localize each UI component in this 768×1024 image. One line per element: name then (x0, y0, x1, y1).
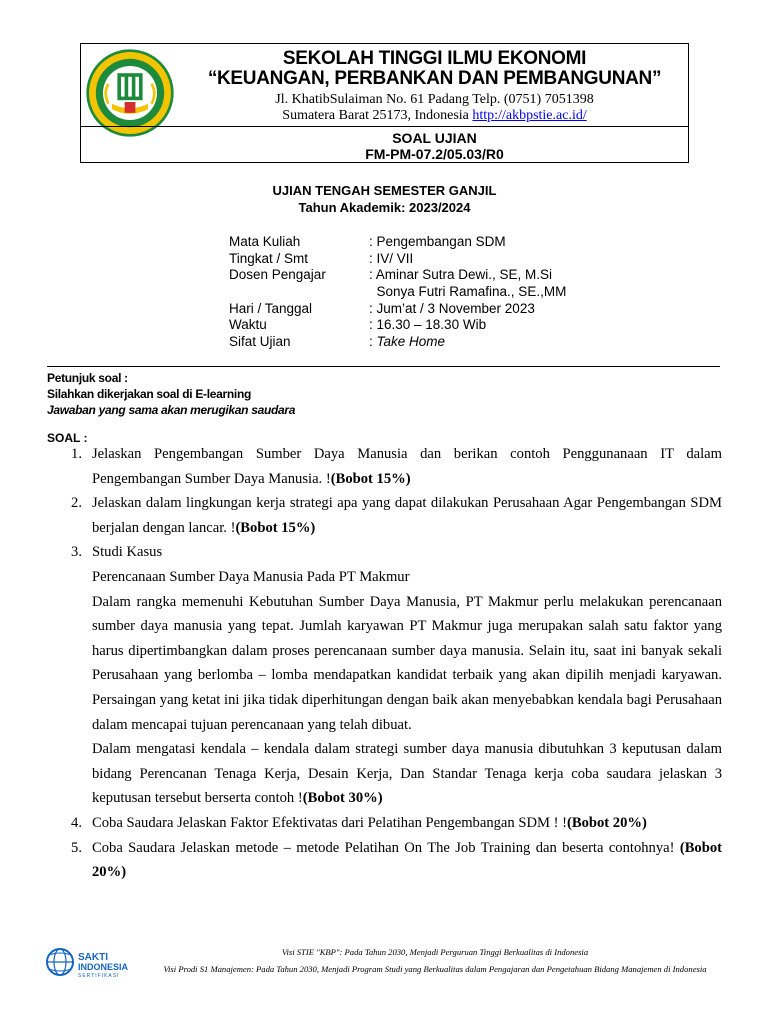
question-number: 4. (71, 814, 82, 831)
question-text: Jelaskan dalam lingkungan kerja strategi apa yang dapat dilakukan Perusahaan Agar Pengembangan SDM berjalan dengan lancar. ! (92, 495, 722, 536)
info-value: Sonya Futri Ramafina., SE.,MM (369, 284, 567, 300)
institution-name-line1: SEKOLAH TINGGI ILMU EKONOMI (282, 48, 587, 69)
instruction-line2: Jawaban yang sama akan merugikan saudara (47, 403, 296, 417)
info-value: : IV/ VII (369, 250, 414, 266)
case-paragraph: Dalam rangka memenuhi Kebutuhan Sumber Daya Manusia, PT Makmur perlu melakukan perencanaan sumber daya manusia yang tepat. Jumlah karyawan PT Makmur juga merupakan salah satu faktor yang harus dipertimbangkan dalam proses perencanaan sumber daya manusia. Selain itu, saat ini banyak sekali Perusahaan yang berlomba – lomba mendapatkan kandidat terbaik yang akan dipilih menjadi karyawan. Persaingan yang ketat ini jika tidak diperhitungan dengan baik akan menyebabkan kendala bagi Perusahaan dalam mencapai tujuan perencanaan yang telah dibuat. (92, 593, 722, 733)
website-link[interactable]: http://akbpstie.ac.id/ (472, 108, 587, 123)
exam-info-table (229, 234, 629, 351)
info-row (229, 251, 629, 268)
question-weight: (Bobot 20%) (566, 814, 647, 831)
header-divider (81, 126, 688, 127)
case-question (92, 737, 722, 811)
address-line1: Jl. KhatibSulaiman No. 61 Padang Telp. (0751) 7051398 (275, 92, 594, 107)
info-row (229, 267, 629, 284)
question-text: Coba Saudara Jelaskan metode – metode Pelatihan On The Job Training dan beserta contohnya! (92, 839, 680, 856)
question-weight: (Bobot 20%) (92, 839, 722, 881)
info-label: Dosen Pengajar (229, 267, 326, 283)
question-item (47, 442, 722, 491)
section-divider (47, 366, 720, 367)
question-text: Dalam mengatasi kendala – kendala dalam strategi sumber daya manusia dibutuhkan 3 keputusan dalam bidang Perencanan Tenaga Kerja, Desain Kerja, Dan Standar Tenaga kerja coba saudara jelaskan 3 keputusan tersebut berserta contoh ! (92, 741, 722, 807)
question-number: 1. (71, 446, 82, 462)
question-text: Jelaskan Pengembangan Sumber Daya Manusia dan berikan contoh Penggunanaan IT dalam Pengembangan Sumber Daya Manusia. ! (92, 446, 722, 487)
question-body (92, 491, 722, 540)
footer-logo-line2: INDONESIA (78, 962, 129, 972)
info-row (229, 334, 629, 351)
institution-name-line2: “KEUANGAN, PERBANKAN DAN PEMBANGUNAN” (207, 68, 662, 89)
letterhead (80, 43, 689, 163)
question-number: 2. (71, 495, 82, 512)
institution-logo-icon (85, 48, 175, 138)
question-item (47, 491, 722, 540)
info-value (369, 334, 629, 351)
instruction-line1: Silahkan dikerjakan soal di E-learning (47, 387, 252, 401)
question-list (47, 442, 722, 885)
document-code: FM-PM-07.2/05.03/R0 (365, 146, 504, 162)
case-title: Perencanaan Sumber Daya Manusia Pada PT Makmur (92, 568, 410, 585)
question-body (92, 442, 722, 491)
instructions-title: Petunjuk soal : (47, 371, 128, 385)
footer-institution-vision: Visi STIE "KBP": Pada Tahun 2030, Menjadi Perguruan Tinggi Berkualitas di Indonesia (281, 947, 589, 957)
exam-title: UJIAN TENGAH SEMESTER GANJIL (272, 183, 497, 198)
info-label: Hari / Tanggal (229, 300, 313, 316)
info-value: : Pengembangan SDM (369, 234, 506, 249)
info-row (229, 301, 629, 318)
info-label: Mata Kuliah (229, 234, 301, 249)
info-row (229, 234, 629, 251)
question-number: 3. (71, 544, 82, 561)
question-weight: (Bobot 15%) (330, 470, 411, 487)
address-line2-text: Sumatera Barat 25173, Indonesia (282, 108, 473, 123)
question-item (47, 540, 722, 811)
question-weight: (Bobot 15%) (235, 519, 316, 536)
info-value-prefix: : (369, 334, 377, 350)
document-type: SOAL UJIAN (392, 130, 477, 146)
question-body (92, 811, 722, 836)
questions-label: SOAL : (47, 431, 88, 445)
info-value: : Aminar Sutra Dewi., SE, M.Si (369, 267, 553, 283)
case-heading: Studi Kasus (92, 544, 163, 561)
info-value: : Jum’at / 3 November 2023 (369, 300, 535, 316)
info-label: Waktu (229, 317, 267, 333)
question-text: Coba Saudara Jelaskan Faktor Efektivatas dari Pelatihan Pengembangan SDM ! ! (92, 814, 567, 831)
footer-logo-line1: SAKTI (78, 952, 108, 963)
question-number: 5. (71, 839, 82, 856)
info-row (229, 317, 629, 334)
question-weight: (Bobot 30%) (302, 790, 383, 807)
academic-year: Tahun Akademik: 2023/2024 (298, 200, 471, 215)
question-item (47, 811, 722, 836)
info-value: : 16.30 – 18.30 Wib (369, 317, 487, 333)
info-label (229, 284, 369, 301)
footer-program-vision: Visi Prodi S1 Manajemen: Pada Tahun 2030, Menjadi Program Studi yang Berkualitas dalam Pengajaran dan Pengetahuan Bidang Manajemen di Indonesia (163, 964, 707, 974)
info-label: Tingkat / Smt (229, 250, 309, 266)
address-line2 (181, 108, 688, 124)
info-row (229, 284, 629, 301)
info-label: Sifat Ujian (229, 334, 291, 350)
info-value-italic: Take Home (376, 334, 446, 350)
footer-logo-line3: SERTIFIKASI (78, 973, 120, 979)
question-body (92, 836, 722, 885)
question-item (47, 836, 722, 885)
question-body (92, 540, 722, 811)
sakti-indonesia-logo-icon (44, 944, 154, 980)
